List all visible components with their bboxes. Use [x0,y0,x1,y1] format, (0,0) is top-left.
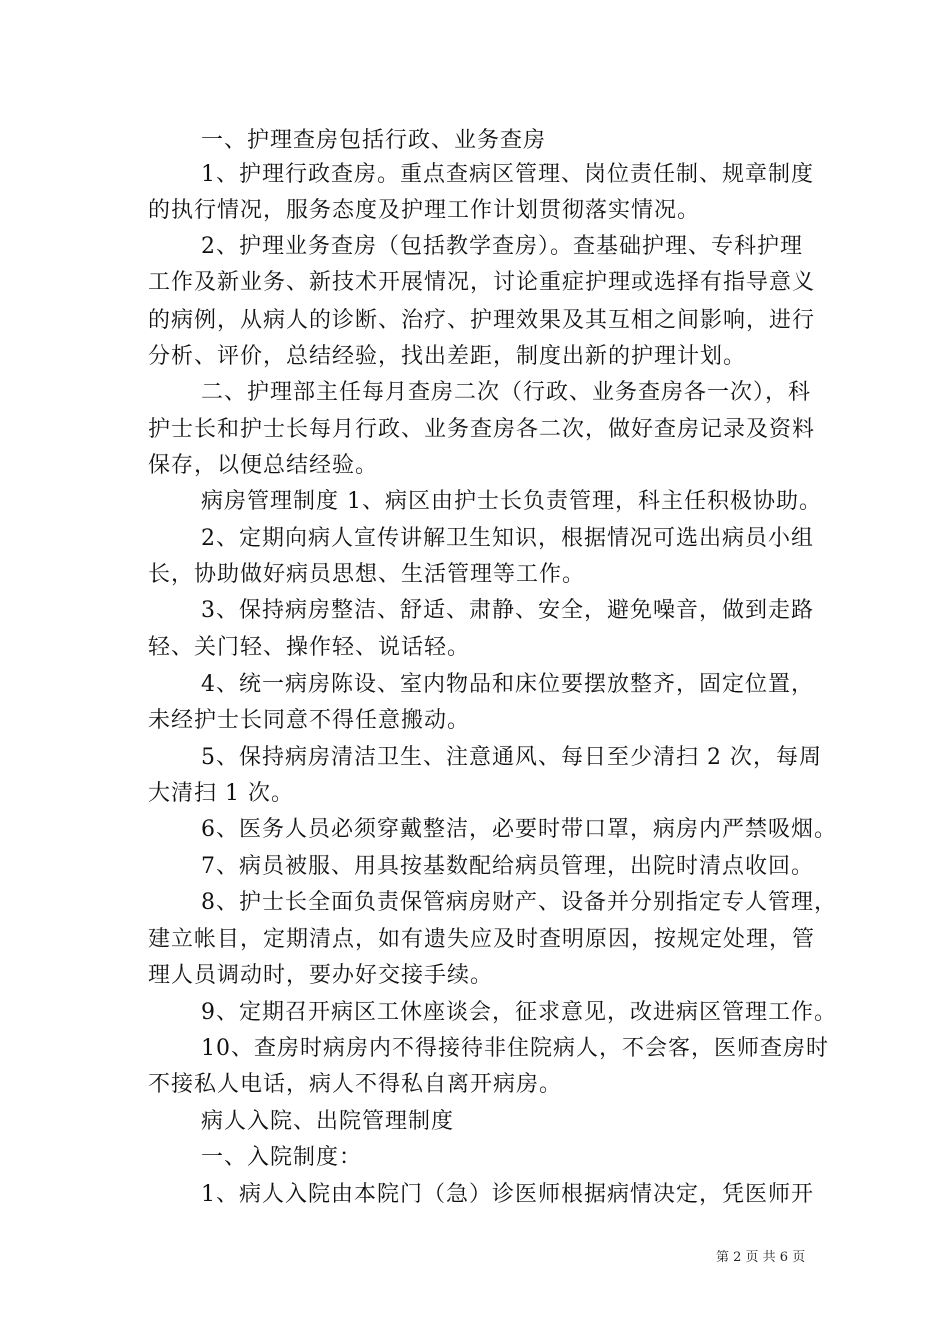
text-line: 10、查房时病房内不得接待非住院病人，不会客，医师查房时 [201,1036,829,1061]
text-line: 护士长和护士长每月行政、业务查房各二次，做好查房记录及资料 [148,417,816,442]
text-line: 2、护理业务查房（包括教学查房）。查基础护理、专科护理 [201,234,803,259]
text-line: 不接私人电话，病人不得私自离开病房。 [148,1072,563,1097]
text-line: 病房管理制度 1、病区由护士长负责管理，科主任积极协助。 [201,489,822,514]
text-line: 2、定期向病人宣传讲解卫生知识，根据情况可选出病员小组 [201,526,814,551]
text-line: 工作及新业务、新技术开展情况，讨论重症护理或选择有指导意义 [148,270,816,295]
text-line: 轻、关门轻、操作轻、说话轻。 [148,635,471,660]
text-line: 病人入院、出院管理制度 [201,1109,455,1134]
text-line: 建立帐目，定期清点，如有遗失应及时查明原因，按规定处理，管 [148,927,816,952]
text-line: 5、保持病房清洁卫生、注意通风、每日至少清扫 2 次，每周 [201,745,822,770]
text-line: 1、护理行政查房。重点查病区管理、岗位责任制、规章制度 [201,162,814,187]
text-line: 7、病员被服、用具按基数配给病员管理，出院时清点收回。 [201,854,814,879]
text-line: 3、保持病房整洁、舒适、肃静、安全，避免噪音，做到走路 [201,598,814,623]
text-line: 理人员调动时，要办好交接手续。 [148,963,494,988]
text-line: 8、护士长全面负责保管病房财产、设备并分别指定专人管理， [201,890,837,915]
text-line: 保存，以便总结经验。 [148,453,379,478]
text-line: 未经护士长同意不得任意搬动。 [148,708,471,733]
text-line: 二、护理部主任每月查房二次（行政、业务查房各一次），科 [201,380,812,405]
text-line: 4、统一病房陈设、室内物品和床位要摆放整齐，固定位置， [201,672,814,697]
text-line: 1、病人入院由本院门（急）诊医师根据病情决定，凭医师开 [201,1182,814,1207]
text-line: 一、入院制度： [201,1145,363,1170]
text-line: 长，协助做好病员思想、生活管理等工作。 [148,562,586,587]
text-line: 的病例，从病人的诊断、治疗、护理效果及其互相之间影响，进行 [148,308,816,333]
page-number: 第 2 页 共 6 页 [716,1250,806,1265]
text-line: 9、定期召开病区工休座谈会，征求意见，改进病区管理工作。 [201,1000,837,1025]
text-line: 的执行情况，服务态度及护理工作计划贯彻落实情况。 [148,198,701,223]
text-line: 分析、评价，总结经验，找出差距，制度出新的护理计划。 [148,344,747,369]
text-line: 一、护理查房包括行政、业务查房 [201,128,547,153]
text-line: 6、医务人员必须穿戴整洁，必要时带口罩，病房内严禁吸烟。 [201,817,837,842]
text-line: 大清扫 1 次。 [148,781,294,806]
